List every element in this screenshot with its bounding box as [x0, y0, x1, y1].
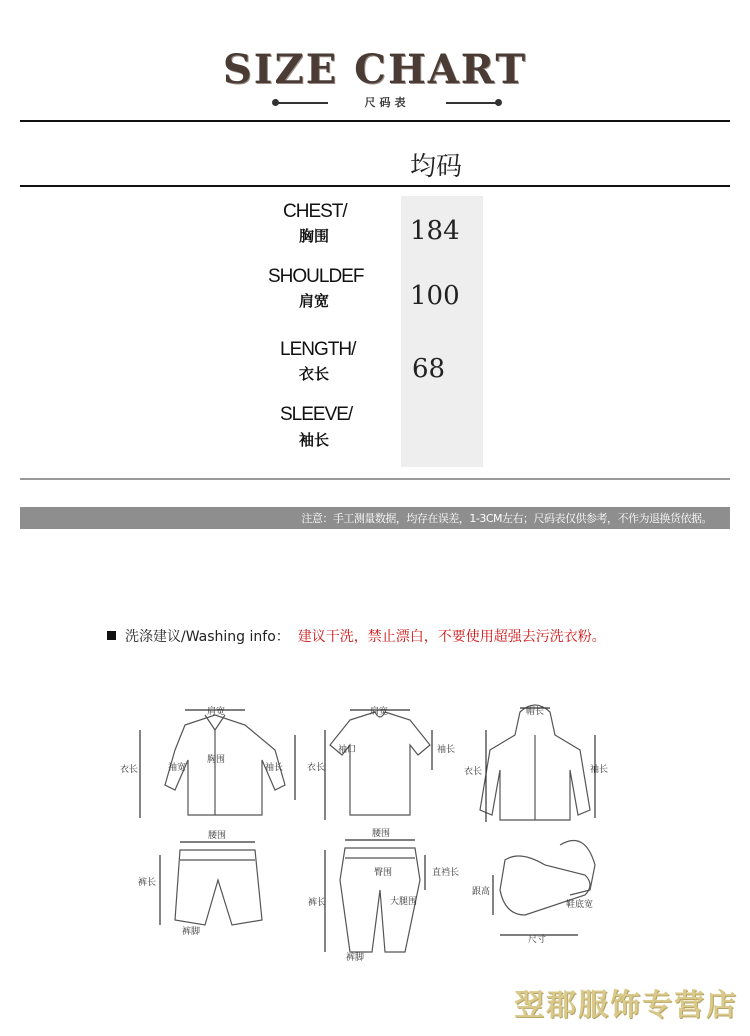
measurement-diagrams	[0, 690, 750, 970]
page-title: SIZE CHART	[222, 46, 528, 93]
shoe-heel-label: 跟高	[472, 887, 491, 897]
hoodie-hat-label: 帽长	[526, 707, 545, 717]
shorts-length-label: 裤长	[138, 878, 157, 888]
shorts-hem-label: 裤脚	[182, 927, 201, 937]
bullet-square-icon	[107, 631, 116, 640]
header-rule	[20, 120, 730, 122]
hoodie-sleeve-label: 袖长	[590, 765, 609, 775]
shirt-chest-label: 胸围	[207, 755, 226, 765]
page-subtitle: 尺码表	[364, 96, 410, 109]
tee-length-label: 衣长	[307, 763, 326, 773]
row-length-value: 68	[412, 354, 446, 384]
row-chest-label-en: CHEST/	[283, 201, 347, 222]
shoe-size-label: 尺寸	[528, 935, 547, 945]
row-shoulder-label-en: SHOULDEF	[268, 266, 364, 287]
note-bar	[20, 507, 730, 529]
subtitle-row	[272, 96, 502, 110]
measurement-note: 注意：手工测量数据，均存在误差，1-3CM左右；尺码表仅供参考，不作为退换货依据。	[301, 512, 712, 525]
row-length-label-en: LENGTH/	[280, 339, 356, 360]
tee-shoulder-label: 肩宽	[370, 707, 389, 717]
washing-info	[107, 626, 606, 646]
size-column-header: 均码	[410, 152, 463, 182]
pants-length-label: 裤长	[308, 898, 327, 908]
table-header-rule	[20, 185, 730, 187]
row-chest-label-cn: 胸围	[299, 227, 330, 245]
pants-rise-label: 直裆长	[432, 868, 460, 878]
pants-waist-label: 腰围	[372, 829, 391, 839]
shorts-waist-label: 腰围	[208, 831, 227, 841]
row-sleeve-label-cn: 袖长	[299, 431, 330, 449]
shirt-length-label: 衣长	[120, 765, 139, 775]
hoodie-length-label: 衣长	[464, 767, 483, 777]
row-chest-value: 184	[410, 216, 460, 246]
shirt-shoulder-label: 肩宽	[207, 707, 226, 717]
washing-advice: 建议干洗，禁止漂白，不要使用超强去污洗衣粉。	[297, 629, 606, 645]
row-sleeve-label-en: SLEEVE/	[280, 404, 353, 425]
hoodie-diagram-icon	[480, 705, 590, 820]
pants-thigh-label: 大腿围	[390, 897, 418, 907]
pants-hip-label: 臀围	[374, 868, 393, 878]
shirt-sleeve-label: 袖长	[265, 763, 284, 773]
row-shoulder-value: 100	[410, 281, 460, 311]
tee-sleeve-label: 袖长	[437, 745, 456, 755]
row-shoulder-label-cn: 肩宽	[299, 292, 330, 310]
pants-hem-label: 裤脚	[346, 953, 365, 963]
shirt-waist-label: 袖宽	[168, 763, 187, 773]
shop-name: 翌郡服饰专营店	[514, 988, 738, 1023]
tee-cuff-label: 袖口	[338, 745, 357, 755]
tshirt-diagram-icon	[330, 712, 430, 815]
shoe-width-label: 鞋底宽	[566, 900, 594, 910]
shorts-diagram-icon	[175, 850, 262, 925]
row-length-label-cn: 衣长	[299, 365, 330, 383]
table-bottom-rule	[20, 478, 730, 480]
washing-label: 洗涤建议/Washing info：	[125, 629, 290, 645]
